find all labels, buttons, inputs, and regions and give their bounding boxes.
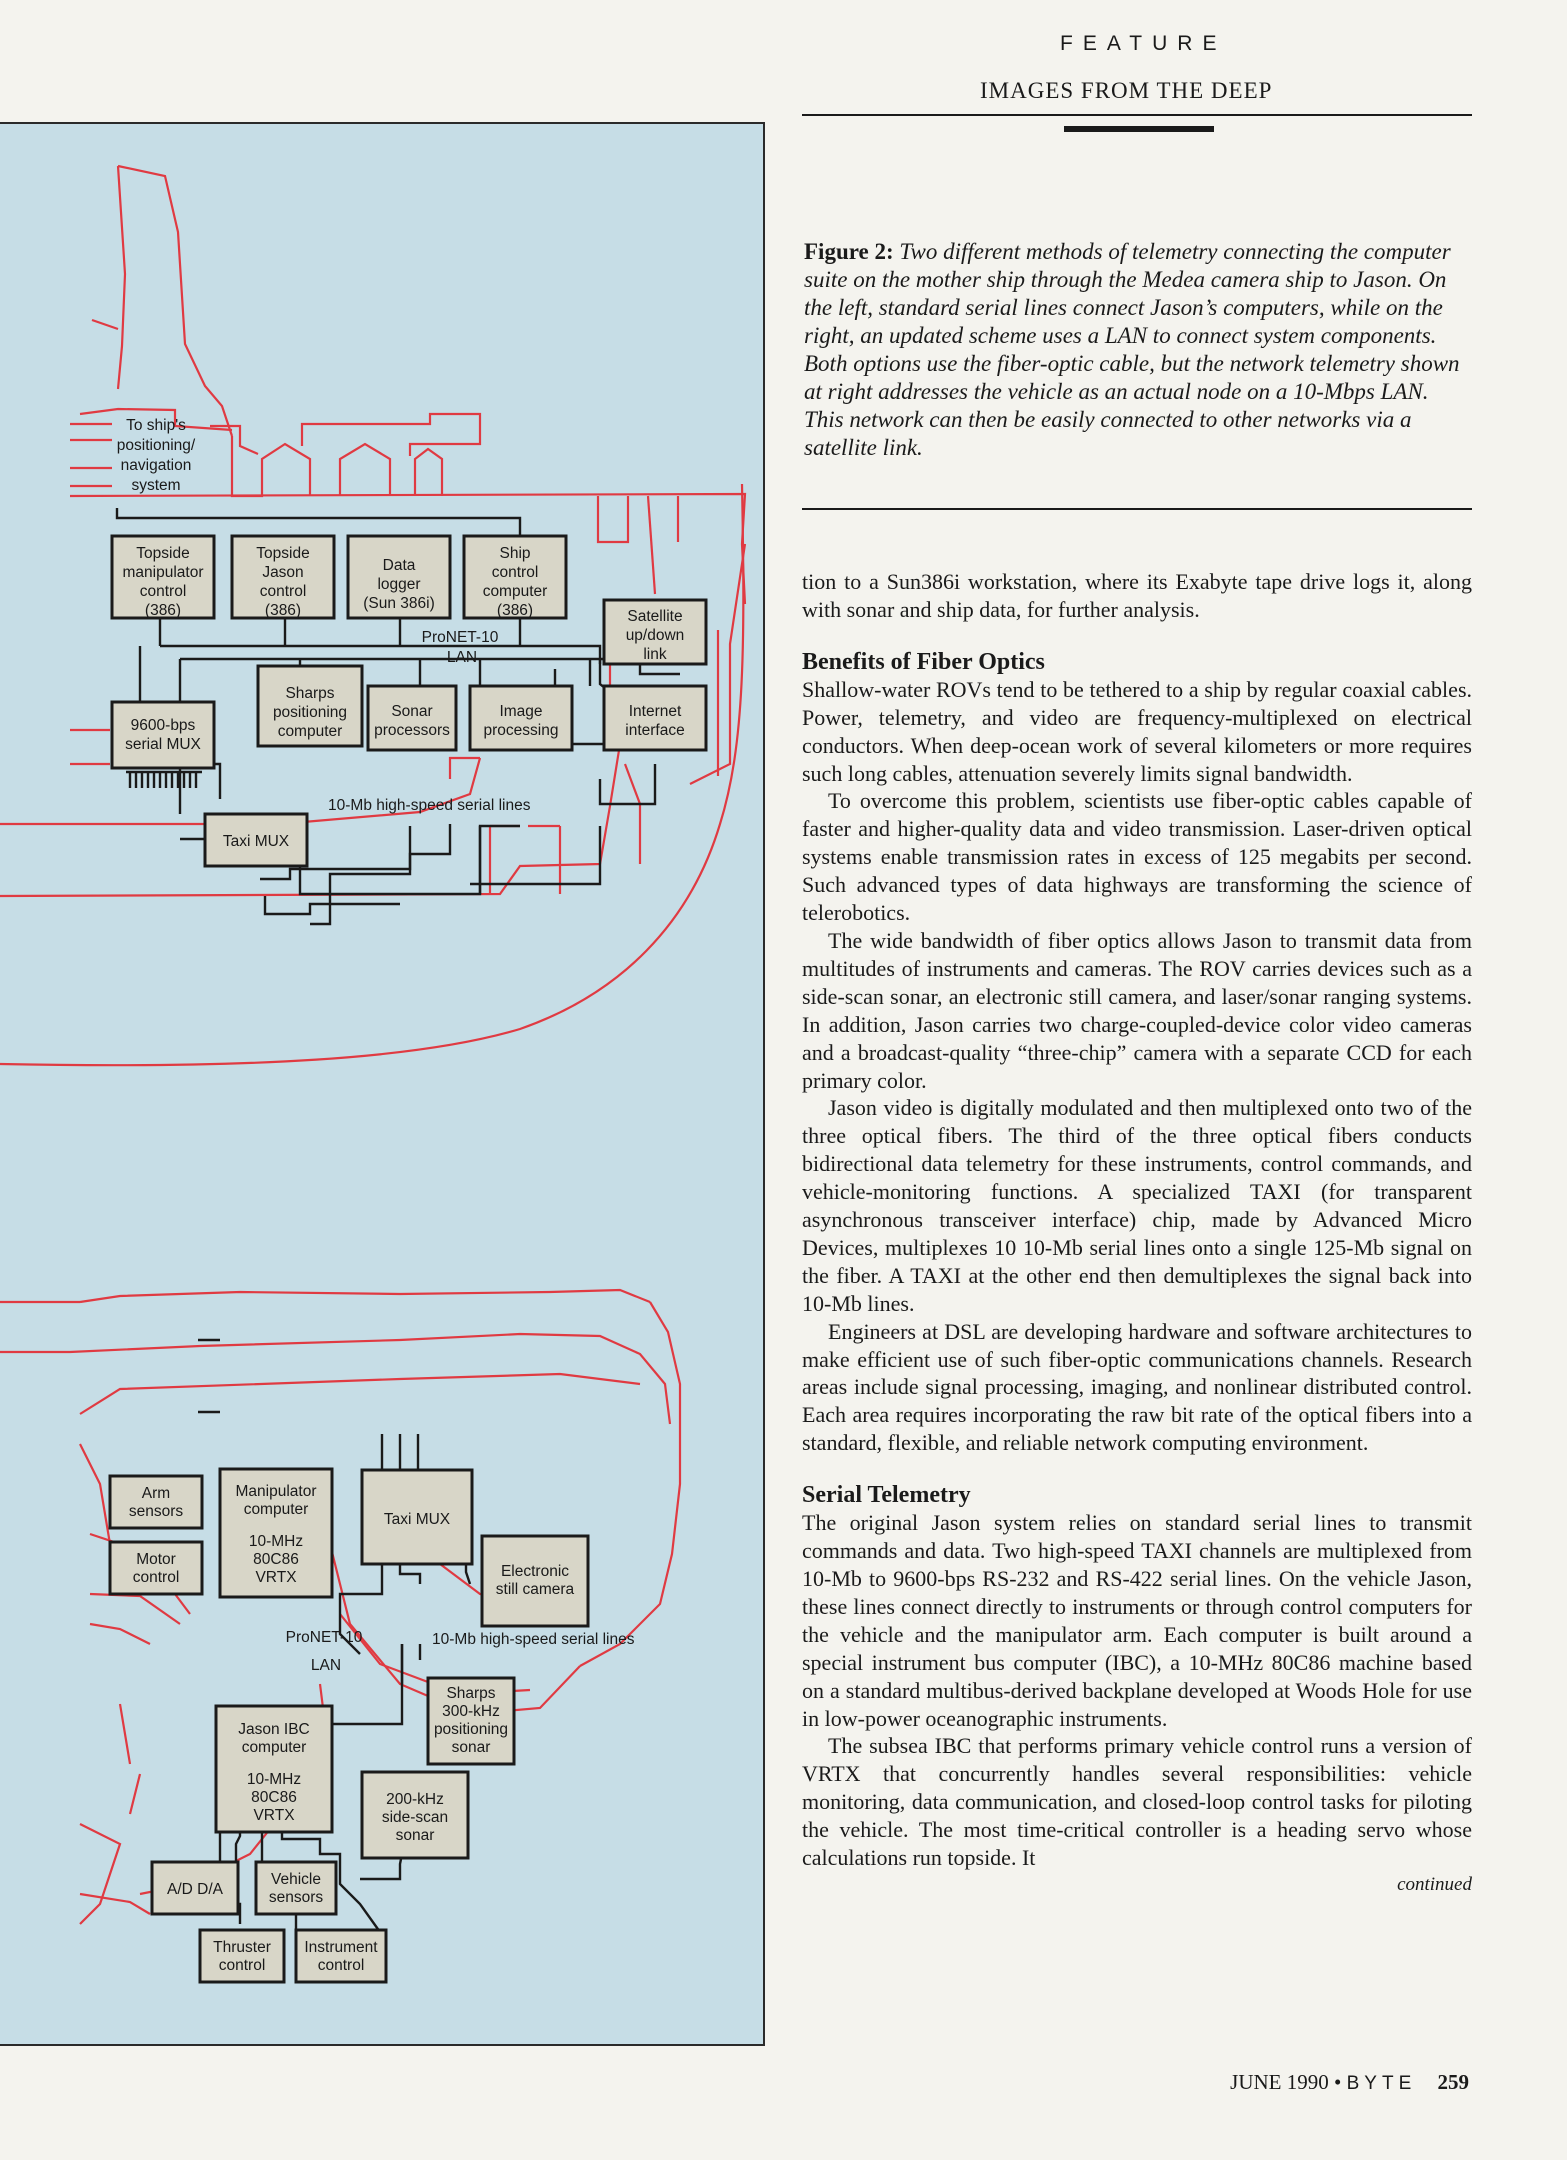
box-text: Arm	[141, 1485, 171, 1502]
continued-note: continued	[1397, 1873, 1472, 1895]
box-text: Internet	[628, 703, 682, 720]
box-text: computer	[243, 1501, 309, 1518]
box-text: serial MUX	[125, 736, 201, 753]
paragraph: Engineers at DSL are developing hardware and software architectures to make efficient use of such fiber-optic communications channels. Research areas include signal processing, imaging, and nonlinear distributed control. Each area requires incorporating the raw bit rate of the optical fibers into a standard, flexible, and reliable network computing environment.	[802, 1318, 1472, 1456]
box-text: (386)	[264, 602, 302, 619]
taxi-label-bottom: Taxi MUX	[383, 1511, 451, 1528]
box-text: control	[218, 1957, 266, 1974]
box-text: positioning	[433, 1721, 509, 1738]
box-text: control	[139, 583, 187, 600]
highspeed-label: 10-Mb high-speed serial lines	[328, 797, 531, 814]
nav-line-2: positioning/	[116, 437, 196, 454]
header-bar	[1064, 126, 1214, 132]
box-text: sonar	[451, 1739, 491, 1756]
box-text: VRTX	[255, 1569, 297, 1586]
box-text: processing	[483, 722, 559, 739]
paragraph: The subsea IBC that performs primary vehicle control runs a version of VRTX that concurrently handles several responsibilities: vehicle monitoring, data communication, and closed-loop control tasks for piloting the vehicle. The most time-critical controller is a heading servo whose calculations run topside. It	[802, 1733, 1472, 1871]
box-text: Sonar	[391, 703, 433, 720]
box-text: processors	[374, 722, 450, 739]
telemetry-diagram	[0, 124, 765, 2048]
box-text: control	[259, 583, 307, 600]
paragraph: tion to a Sun386i workstation, where its Exabyte tape drive logs it, along with sonar and ship data, for further analysis.	[802, 569, 1472, 622]
box-text: computer	[482, 583, 548, 600]
nav-line-1: To ship's	[126, 417, 186, 434]
taxi-label: Taxi MUX	[222, 833, 290, 850]
box-text: control	[491, 564, 539, 581]
box-text: logger	[377, 576, 421, 593]
box-text: interface	[625, 722, 685, 739]
thruster-box	[200, 1930, 284, 1982]
box-text: Vehicle	[271, 1871, 321, 1888]
box-text: 200-kHz	[386, 1791, 444, 1808]
box-text: VRTX	[253, 1807, 295, 1824]
box-text: Topside	[256, 545, 310, 562]
box-text: Jason	[262, 564, 304, 581]
nav-line-3: navigation	[120, 457, 192, 474]
caption-text: Two different methods of telemetry connecting the computer suite on the mother ship through the Medea camera ship to Jason. On the left, standard serial lines connect Jason’s computers, while on the right, an updated scheme uses a LAN to connect system components. Both options use the fiber-optic cable, but the network telemetry shown at right addresses the vehicle as an actual node on a 10-Mbps LAN. This network can then be easily connected to other networks via a satellite link.	[804, 239, 1460, 460]
box-text: (386)	[144, 602, 182, 619]
paragraph: Jason video is digitally modulated and then multiplexed onto two of the three optical fibers. The third of the three optical fibers conducts bidirectional data telemetry for these instruments, control commands, and vehicle-monitoring functions. A specialized TAXI (for transparent asynchronous transceiver interface) chip, made by Advanced Micro Devices, multiplexes 10 10-Mb serial lines onto a single 125-Mb signal on the fiber. A TAXI at the other end then demultiplexes the signal back into 10-Mb lines.	[802, 1095, 1472, 1316]
paragraph: The wide bandwidth of fiber optics allows Jason to transmit data from multitudes of instruments and cameras. The ROV carries devices such as a side-scan sonar, an electronic still camera, and laser/sonar ranging systems. In addition, Jason carries two charge-coupled-device color video cameras and a broadcast-quality “three-chip” camera with a separate CCD for each primary color.	[802, 927, 1472, 1093]
arm-sensors-box	[110, 1476, 202, 1528]
box-text: manipulator	[122, 564, 204, 581]
running-title: IMAGES FROM THE DEEP	[980, 78, 1273, 103]
ad-label: A/D D/A	[167, 1881, 223, 1898]
box-text: Thruster	[213, 1939, 271, 1956]
pronet-label: ProNET-10	[421, 629, 499, 646]
box-text: 10-MHz	[246, 1771, 302, 1788]
box-text: link	[643, 646, 667, 663]
motor-box	[110, 1542, 202, 1594]
page-footer	[1230, 2070, 1469, 2095]
box-text: computer	[277, 723, 343, 740]
box-text: Sharps	[285, 685, 335, 702]
instrument-box	[296, 1930, 386, 1982]
issue-date: JUNE 1990	[1230, 2070, 1329, 2094]
highspeed-label-bottom: 10-Mb high-speed serial lines	[432, 1631, 635, 1648]
header-rule	[802, 114, 1472, 116]
box-text: 10-MHz	[248, 1533, 304, 1550]
footer-separator: •	[1334, 2070, 1342, 2094]
figure-panel	[0, 122, 765, 2046]
box-text: up/down	[625, 627, 685, 644]
box-text: control	[132, 1569, 180, 1586]
mux-pins	[126, 772, 202, 788]
bottom-boxes	[110, 1469, 588, 1982]
lan-label: LAN	[446, 649, 478, 666]
lan-label-bottom: LAN	[310, 1657, 342, 1674]
box-text: 9600-bps	[130, 717, 196, 734]
box-text: positioning	[272, 704, 348, 721]
section-heading: Benefits of Fiber Optics	[802, 648, 1045, 675]
caption-rule	[802, 508, 1472, 510]
section-label: FEATURE	[1060, 32, 1227, 55]
box-text: still camera	[495, 1581, 575, 1598]
paragraph: Shallow-water ROVs tend to be tethered to a ship by regular coaxial cables. Power, telemetry, and video are frequency-multiplexed on electrical conductors. When deep-ocean work of several kilometers or more requires such long cables, attenuation severely limits signal bandwidth.	[802, 676, 1472, 786]
box-text: sensors	[128, 1503, 184, 1520]
section-heading: Serial Telemetry	[802, 1482, 971, 1509]
box-text: Sharps	[446, 1685, 496, 1702]
box-text: computer	[241, 1739, 307, 1756]
box-text: (386)	[496, 602, 534, 619]
box-text: Ship	[499, 545, 531, 562]
page-number: 259	[1437, 2070, 1469, 2094]
box-text: sonar	[395, 1827, 435, 1844]
box-text: Topside	[136, 545, 190, 562]
box-text: Instrument	[304, 1939, 378, 1956]
nav-line-4: system	[131, 477, 181, 494]
box-text: Manipulator	[235, 1483, 317, 1500]
box-text: (Sun 386i)	[363, 595, 435, 612]
box-text: Satellite	[627, 608, 683, 625]
box-text: Jason IBC	[238, 1721, 310, 1738]
box-text: 300-kHz	[442, 1703, 500, 1720]
vehicle-sensors-box	[256, 1862, 336, 1914]
figure-caption	[804, 238, 1472, 462]
paragraph: To overcome this problem, scientists use fiber-optic cables capable of faster and higher-quality data and video transmission. Laser-driven optical systems enable transmission rates in excess of 125 megabits per second. Such advanced types of data highways are transforming the science of telerobotics.	[802, 788, 1472, 926]
magazine-name: BYTE	[1346, 2073, 1417, 2094]
pronet-label-bottom: ProNET-10	[285, 1629, 363, 1646]
box-text: sensors	[268, 1889, 324, 1906]
box-text: Data	[382, 557, 416, 574]
box-text: side-scan	[381, 1809, 449, 1826]
article-body	[802, 568, 1472, 1898]
caption-label: Figure 2:	[804, 239, 894, 264]
serial-mux-box	[112, 702, 214, 768]
box-text: Motor	[136, 1551, 176, 1568]
box-text: control	[317, 1957, 365, 1974]
paragraph: The original Jason system relies on standard serial lines to transmit commands and data. Two high-speed TAXI channels are multiplexed from 10-Mb to 9600-bps RS-232 and RS-422 serial lines. On the vehicle Jason, these lines connect directly to instruments or through control computers for the vehicle and the manipulator arm. Each computer is built around a special instrument bus computer (IBC), a 10-MHz 80C86 machine based on a standard multibus-derived backplane developed at Woods Hole for use in low-power oceanographic instruments.	[802, 1510, 1472, 1731]
box-text: Image	[499, 703, 543, 720]
box-text: 80C86	[253, 1551, 299, 1568]
box-text: Electronic	[500, 1563, 570, 1580]
box-text: 80C86	[251, 1789, 297, 1806]
